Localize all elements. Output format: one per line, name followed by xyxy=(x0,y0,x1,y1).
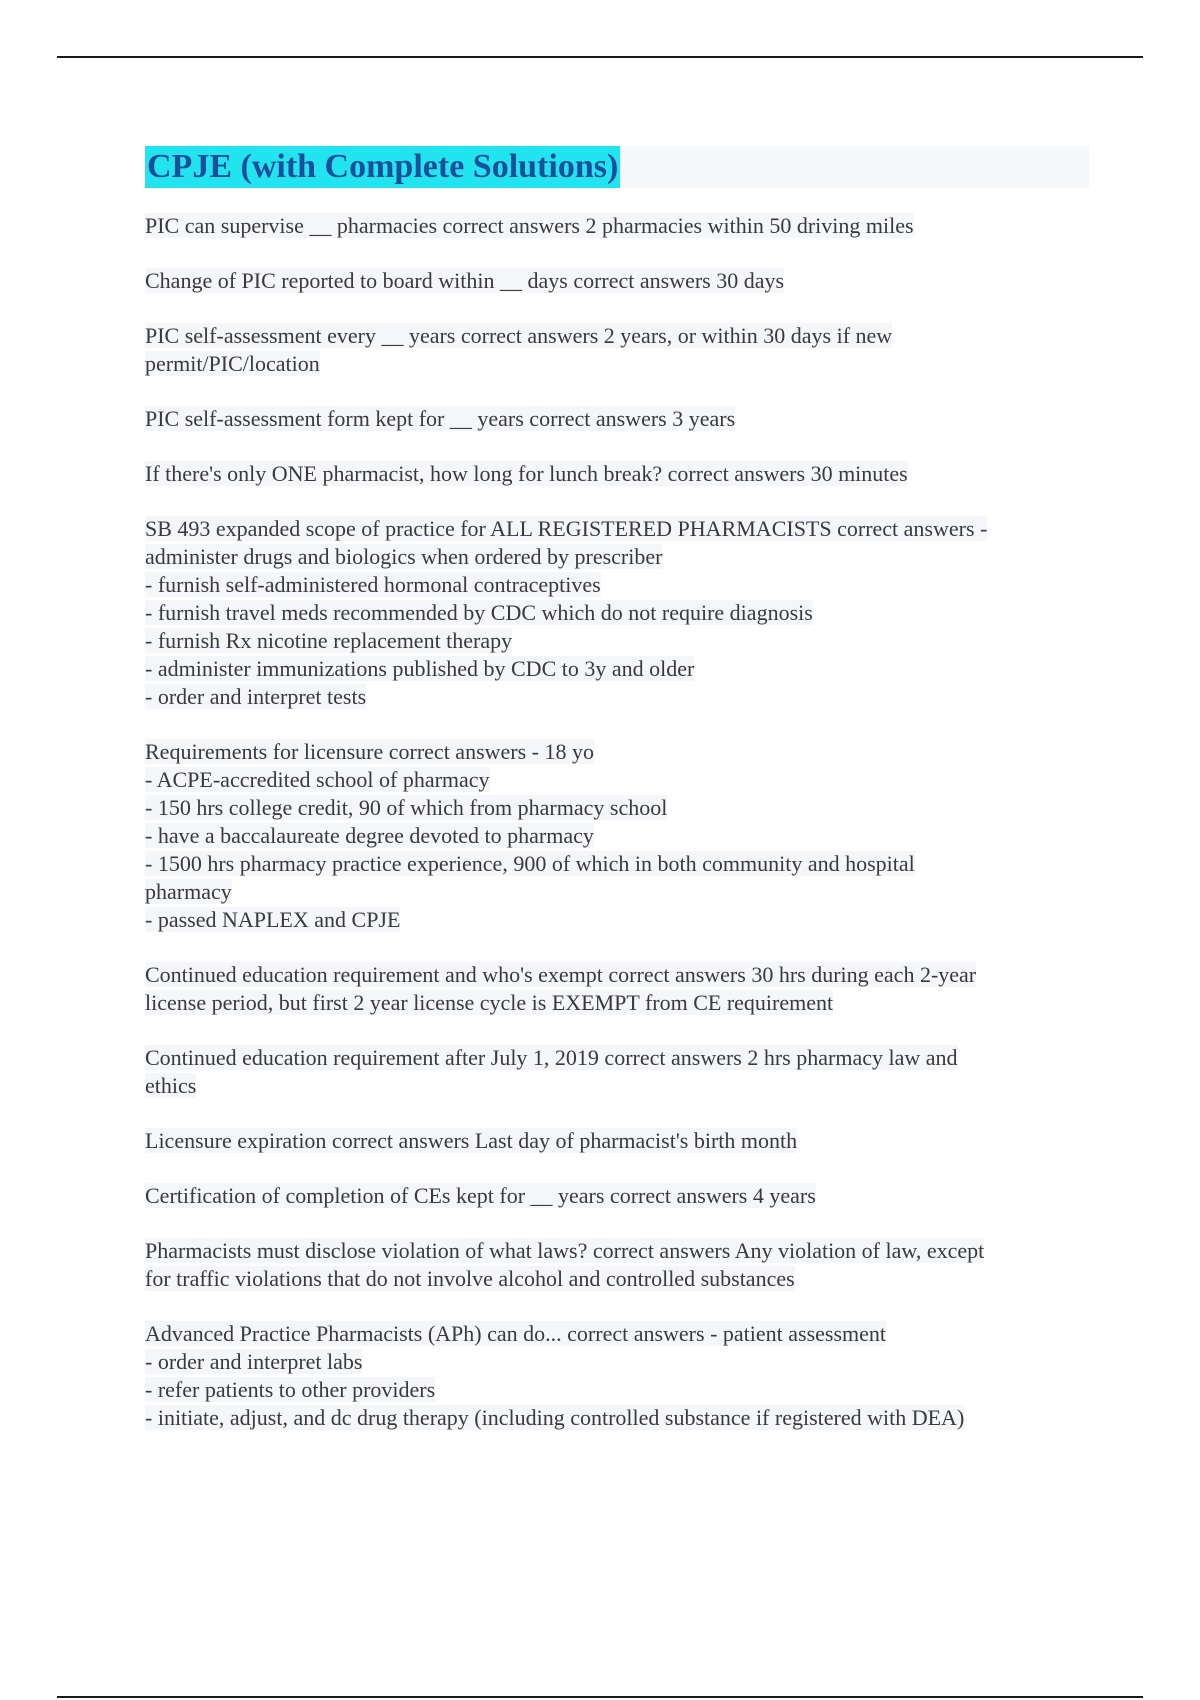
qa-line xyxy=(145,1044,1089,1072)
qa-line xyxy=(145,543,1089,571)
qa-line xyxy=(145,212,1089,240)
qa-entry xyxy=(145,460,1089,488)
qa-line-text: for traffic violations that do not involve alcohol and controlled substances xyxy=(145,1266,795,1291)
qa-line-text: Continued education requirement and who's exempt correct answers 30 hrs during each 2-year xyxy=(145,962,977,987)
qa-entry xyxy=(145,1182,1089,1210)
qa-line-text: Requirements for licensure correct answers - 18 yo xyxy=(145,739,595,764)
qa-line xyxy=(145,989,1089,1017)
qa-entry xyxy=(145,1127,1089,1155)
qa-line-text: ethics xyxy=(145,1073,197,1098)
qa-line xyxy=(145,627,1089,655)
document-title: CPJE (with Complete Solutions) xyxy=(145,146,620,188)
qa-line xyxy=(145,1404,1089,1432)
qa-line xyxy=(145,766,1089,794)
qa-line-text: - furnish travel meds recommended by CDC which do not require diagnosis xyxy=(145,600,813,625)
qa-line xyxy=(145,599,1089,627)
qa-line xyxy=(145,350,1089,378)
title-bar xyxy=(145,146,1089,188)
qa-list xyxy=(145,212,1089,1432)
qa-line-text: SB 493 expanded scope of practice for ALL REGISTERED PHARMACISTS correct answers - xyxy=(145,516,988,541)
qa-entry xyxy=(145,1044,1089,1100)
qa-line xyxy=(145,405,1089,433)
qa-line-text: permit/PIC/location xyxy=(145,351,320,376)
qa-line-text: - initiate, adjust, and dc drug therapy (including controlled substance if registered with DEA) xyxy=(145,1405,965,1430)
qa-line-text: license period, but first 2 year license cycle is EXEMPT from CE requirement xyxy=(145,990,834,1015)
qa-line-text: - order and interpret labs xyxy=(145,1349,363,1374)
qa-line xyxy=(145,961,1089,989)
qa-line xyxy=(145,683,1089,711)
qa-entry xyxy=(145,961,1089,1017)
qa-line xyxy=(145,322,1089,350)
qa-line xyxy=(145,515,1089,543)
qa-line xyxy=(145,1127,1089,1155)
qa-line-text: PIC self-assessment every __ years correct answers 2 years, or within 30 days if new xyxy=(145,323,893,348)
qa-line-text: - administer immunizations published by CDC to 3y and older xyxy=(145,656,695,681)
qa-line-text: Advanced Practice Pharmacists (APh) can do... correct answers - patient assessment xyxy=(145,1321,887,1346)
qa-line-text: - furnish Rx nicotine replacement therapy xyxy=(145,628,513,653)
qa-line xyxy=(145,1072,1089,1100)
qa-entry xyxy=(145,405,1089,433)
qa-line-text: Licensure expiration correct answers Last day of pharmacist's birth month xyxy=(145,1128,798,1153)
qa-entry xyxy=(145,1320,1089,1432)
qa-line xyxy=(145,878,1089,906)
document-body xyxy=(145,146,1089,1459)
qa-line xyxy=(145,1265,1089,1293)
qa-line-text: Certification of completion of CEs kept for __ years correct answers 4 years xyxy=(145,1183,816,1208)
qa-line-text: Change of PIC reported to board within __ days correct answers 30 days xyxy=(145,268,785,293)
qa-line xyxy=(145,1376,1089,1404)
qa-line-text: - order and interpret tests xyxy=(145,684,367,709)
qa-line-text: Pharmacists must disclose violation of what laws? correct answers Any violation of law, except xyxy=(145,1238,985,1263)
bottom-rule xyxy=(57,1696,1143,1698)
qa-line-text: PIC self-assessment form kept for __ years correct answers 3 years xyxy=(145,406,736,431)
qa-line xyxy=(145,267,1089,295)
qa-line-text: - 1500 hrs pharmacy practice experience, 900 of which in both community and hospital xyxy=(145,851,915,876)
qa-line-text: - furnish self-administered hormonal contraceptives xyxy=(145,572,601,597)
qa-line-text: - have a baccalaureate degree devoted to pharmacy xyxy=(145,823,594,848)
qa-entry xyxy=(145,515,1089,711)
top-rule xyxy=(57,56,1143,58)
qa-line xyxy=(145,822,1089,850)
qa-line xyxy=(145,906,1089,934)
qa-line xyxy=(145,1182,1089,1210)
qa-line-text: Continued education requirement after July 1, 2019 correct answers 2 hrs pharmacy law and xyxy=(145,1045,958,1070)
qa-line-text: - refer patients to other providers xyxy=(145,1377,436,1402)
qa-line xyxy=(145,1348,1089,1376)
qa-entry xyxy=(145,212,1089,240)
qa-line xyxy=(145,850,1089,878)
qa-line-text: administer drugs and biologics when ordered by prescriber xyxy=(145,544,663,569)
qa-line-text: PIC can supervise __ pharmacies correct answers 2 pharmacies within 50 driving miles xyxy=(145,213,914,238)
qa-line-text: - ACPE-accredited school of pharmacy xyxy=(145,767,490,792)
qa-line xyxy=(145,1237,1089,1265)
qa-entry xyxy=(145,1237,1089,1293)
qa-entry xyxy=(145,322,1089,378)
qa-line xyxy=(145,738,1089,766)
qa-entry xyxy=(145,738,1089,934)
qa-line xyxy=(145,571,1089,599)
qa-line xyxy=(145,655,1089,683)
qa-line-text: - 150 hrs college credit, 90 of which from pharmacy school xyxy=(145,795,668,820)
qa-line-text: pharmacy xyxy=(145,879,232,904)
qa-line-text: If there's only ONE pharmacist, how long for lunch break? correct answers 30 minutes xyxy=(145,461,908,486)
qa-line xyxy=(145,460,1089,488)
qa-line xyxy=(145,1320,1089,1348)
qa-line-text: - passed NAPLEX and CPJE xyxy=(145,907,401,932)
qa-entry xyxy=(145,267,1089,295)
qa-line xyxy=(145,794,1089,822)
